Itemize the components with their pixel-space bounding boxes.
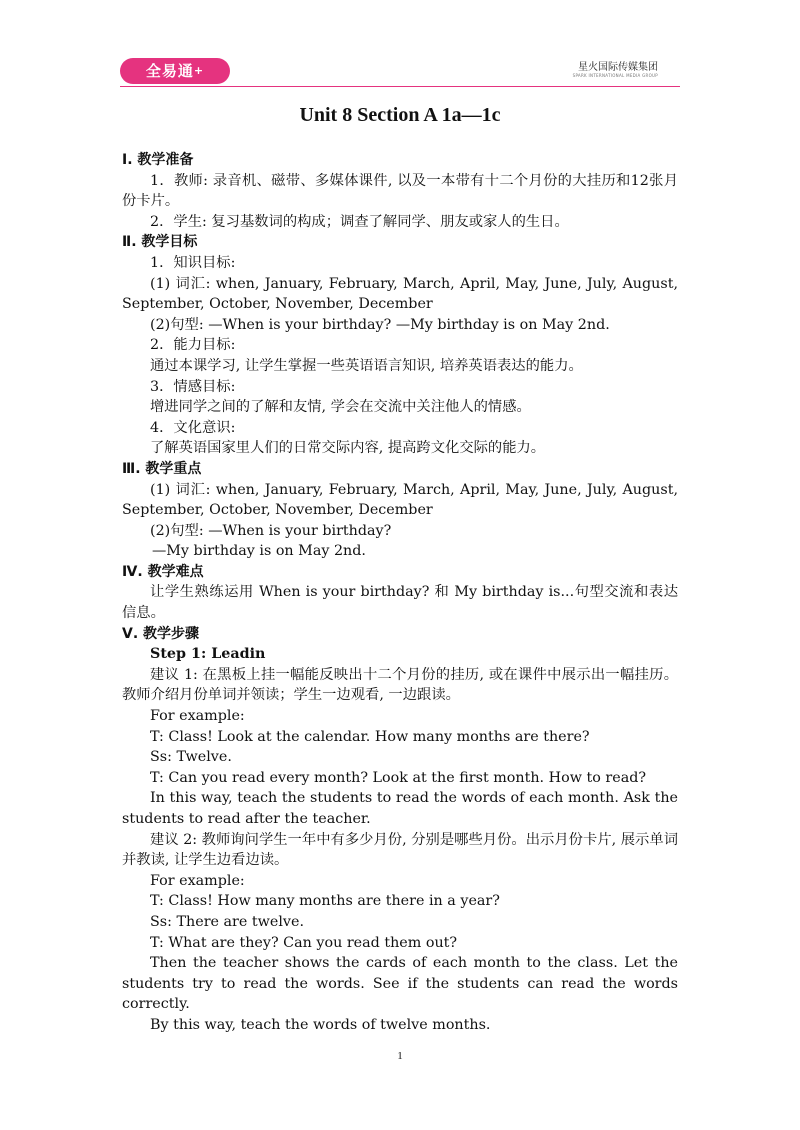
body-paragraph: 建议 1: 在黑板上挂一幅能反映出十二个月份的挂历, 或在课件中展示出一幅挂历。教师介绍月份单词并领读；学生一边观看, 一边跟读。 [122,666,678,704]
publisher-name: 星火国际传媒集团 [578,62,658,73]
body-paragraph: Step 1: Leadin [150,646,266,663]
section-heading: Ⅱ. 教学目标 [122,234,198,251]
body-paragraph: For example: [150,708,245,725]
body-paragraph: Ss: There are twelve. [150,913,304,930]
body-paragraph: By this way, teach the words of twelve months. [150,1016,491,1033]
section-heading: Ⅳ. 教学难点 [122,563,204,580]
body-paragraph: Then the teacher shows the cards of each month to the class. Let the students try to read the words. See if the students can read the words correctly. [122,955,678,1013]
publisher-english-name: SPARK INTERNATIONAL MEDIA GROUP [572,73,658,78]
body-paragraph: (2)句型: —When is your birthday? —My birthday is on May 2nd. [150,316,610,333]
body-paragraph: 1．教师: 录音机、磁带、多媒体课件, 以及一本带有十二个月份的大挂历和12张月份卡片。 [122,172,678,210]
body-paragraph: 1．知识目标: [150,254,236,271]
body-paragraph: T: Can you read every month? Look at the first month. How to read? [150,769,647,786]
logo-plus: + [193,64,205,77]
body-paragraph: 3．情感目标: [150,378,236,395]
section-heading: Ⅲ. 教学重点 [122,460,202,477]
page-number: 1 [397,1050,403,1062]
body-paragraph: 建议 2: 教师询问学生一年中有多少月份, 分别是哪些月份。出示月份卡片, 展示单词并教读, 让学生边看边读。 [122,831,678,869]
body-paragraph: T: What are they? Can you read them out? [150,934,458,951]
body-paragraph: For example: [150,872,245,889]
body-paragraph: T: Class! Look at the calendar. How many months are there? [150,728,590,745]
body-paragraph: In this way, teach the students to read the words of each month. Ask the students to read after the teacher. [122,790,678,827]
body-paragraph: (2)句型: —When is your birthday? [150,522,392,539]
brand-logo [120,58,230,84]
body-paragraph: 2．学生: 复习基数词的构成；调查了解同学、朋友或家人的生日。 [150,213,569,230]
header-divider [120,86,680,87]
document-body [122,150,678,1036]
body-paragraph: 让学生熟练运用 When is your birthday? 和 My birthday is...句型交流和表达信息。 [122,584,678,622]
body-paragraph: (1) 词汇: when, January, February, March, April, May, June, July, August, September, October, November, December [122,275,678,313]
body-paragraph: (1) 词汇: when, January, February, March, April, May, June, July, August, September, October, November, December [122,481,678,519]
section-heading: Ⅴ. 教学步骤 [122,625,200,642]
body-paragraph: 2．能力目标: [150,337,236,354]
document-title: Unit 8 Section A 1a—1c [299,104,501,126]
body-paragraph: 通过本课学习, 让学生掌握一些英语语言知识, 培养英语表达的能力。 [150,357,583,374]
section-heading: Ⅰ. 教学准备 [122,152,194,168]
publisher-mark [573,58,658,78]
body-paragraph: 4．文化意识: [150,419,236,436]
body-paragraph: T: Class! How many months are there in a year? [150,893,500,910]
page-header [120,54,680,88]
body-paragraph: Ss: Twelve. [150,749,232,766]
body-paragraph: 增进同学之间的了解和友情, 学会在交流中关注他人的情感。 [150,399,531,416]
logo-text: 全易通 [145,62,194,80]
body-paragraph: —My birthday is on May 2nd. [152,543,366,560]
body-paragraph: 了解英语国家里人们的日常交际内容, 提高跨文化交际的能力。 [150,440,546,457]
